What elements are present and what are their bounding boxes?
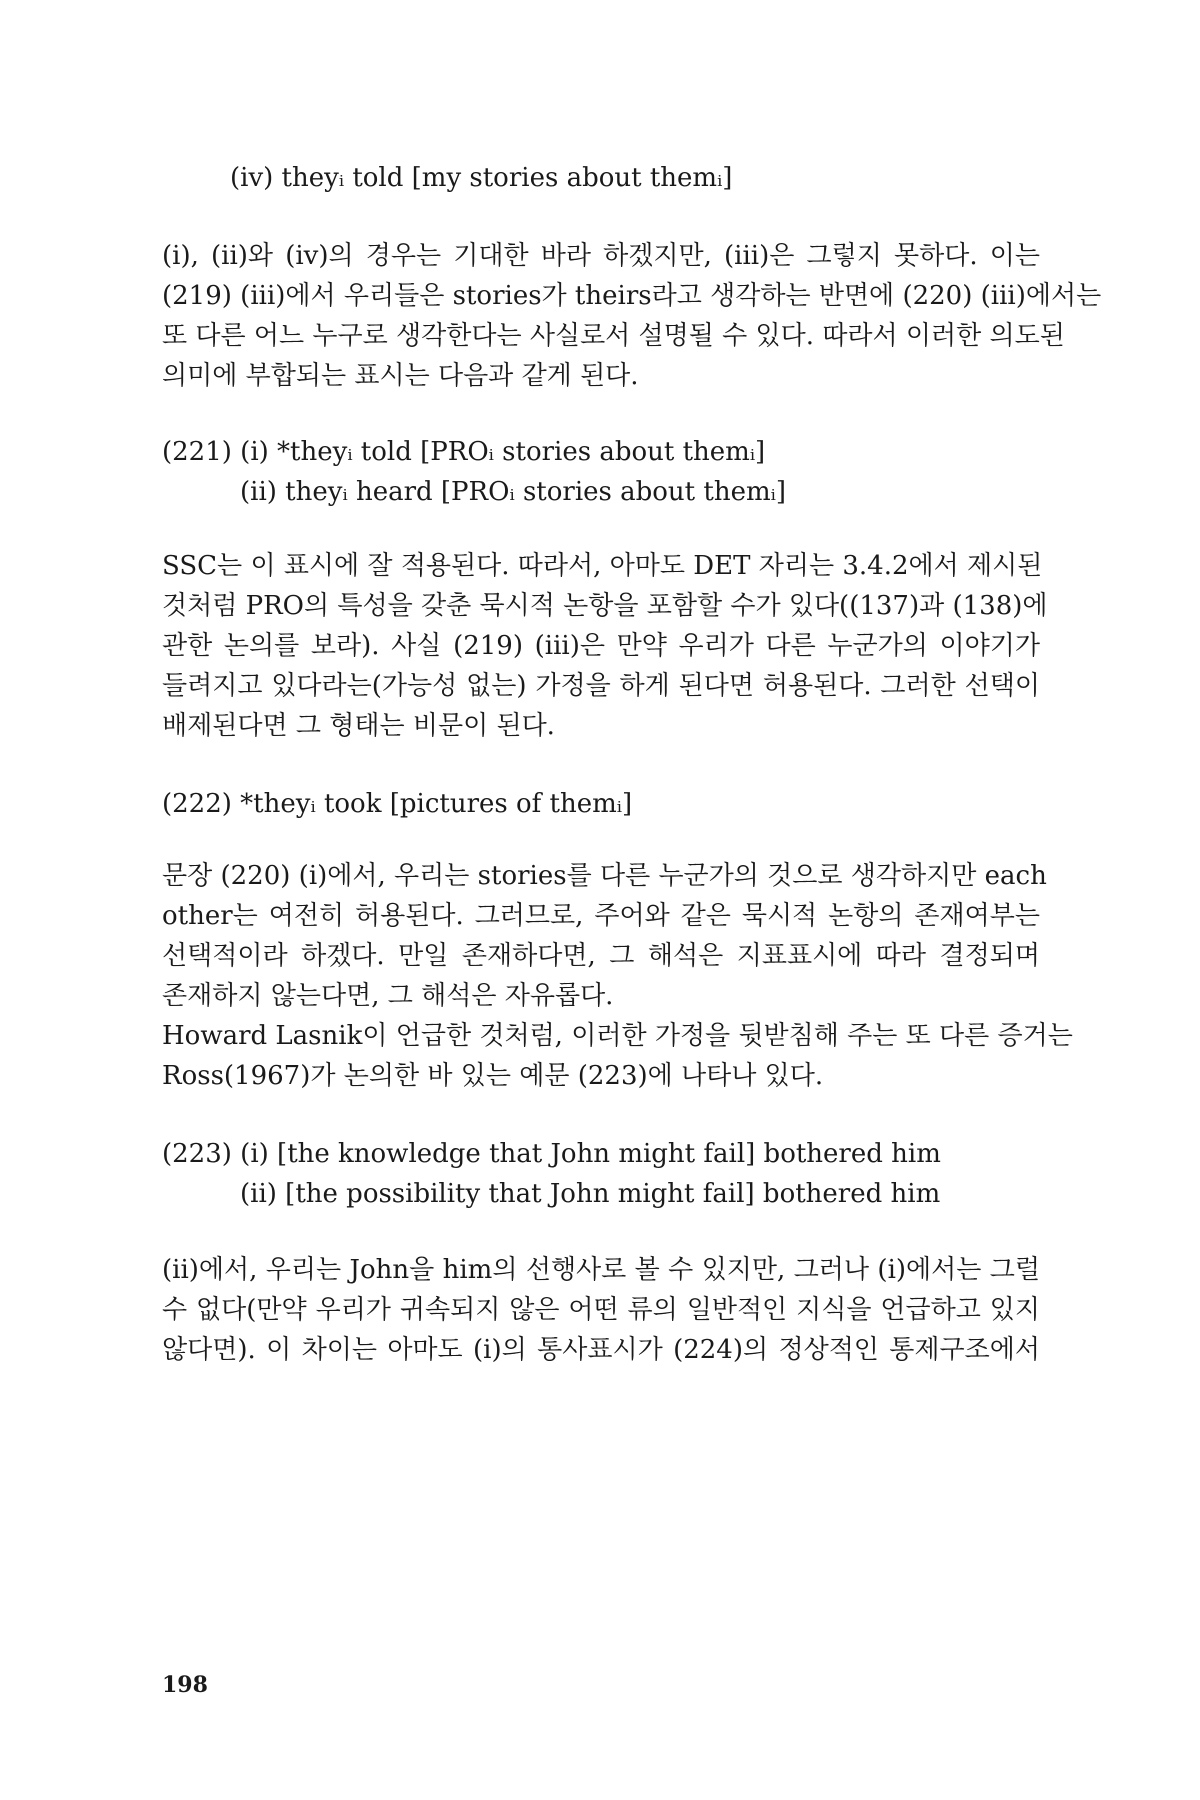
- paragraph-1-line-1: (i), (ii)와 (iv)의 경우는 기대한 바라 하겠지만, (iii)은 그렇지 못하다. 이는: [162, 241, 1040, 271]
- paragraph-3-line-1: 문장 (220) (i)에서, 우리는 stories를 다른 누군가의 것으로 생각하지만 each: [162, 861, 1047, 891]
- paragraph-3-line-2: other는 여전히 허용된다. 그러므로, 주어와 같은 묵시적 논항의 존재여부는: [162, 901, 1040, 931]
- example-221-ii: (ii) theyᵢ heard [PROᵢ stories about themᵢ]: [240, 477, 786, 507]
- paragraph-1-line-2: (219) (iii)에서 우리들은 stories가 theirs라고 생각하는 반면에 (220) (iii)에서는: [162, 281, 1102, 311]
- paragraph-2-line-1: SSC는 이 표시에 잘 적용된다. 따라서, 아마도 DET 자리는 3.4.2에서 제시된: [162, 551, 1043, 581]
- paragraph-5-line-3: 않다면). 이 차이는 아마도 (i)의 통사표시가 (224)의 정상적인 통제구조에서: [162, 1335, 1040, 1365]
- example-221-i: (221) (i) *theyᵢ told [PROᵢ stories about themᵢ]: [162, 437, 766, 467]
- paragraph-2-line-4: 들려지고 있다라는(가능성 없는) 가정을 하게 된다면 허용된다. 그러한 선택이: [162, 671, 1040, 701]
- paragraph-1-line-3: 또 다른 어느 누구로 생각한다는 사실로서 설명될 수 있다. 따라서 이러한 의도된: [162, 321, 1065, 351]
- example-iv: (iv) theyᵢ told [my stories about themᵢ]: [230, 163, 733, 193]
- paragraph-5-line-1: (ii)에서, 우리는 John을 him의 선행사로 볼 수 있지만, 그러나 (i)에서는 그럴: [162, 1255, 1040, 1285]
- paragraph-4-line-1: Howard Lasnik이 언급한 것처럼, 이러한 가정을 뒷받침해 주는 또 다른 증거는: [162, 1021, 1073, 1051]
- paragraph-3-line-3: 선택적이라 하겠다. 만일 존재하다면, 그 해석은 지표표시에 따라 결정되며: [162, 941, 1040, 971]
- paragraph-2-line-3: 관한 논의를 보라). 사실 (219) (iii)은 만약 우리가 다른 누군가의 이야기가: [162, 631, 1040, 661]
- example-223-i: (223) (i) [the knowledge that John might fail] bothered him: [162, 1139, 941, 1169]
- paragraph-2-line-5: 배제된다면 그 형태는 비문이 된다.: [162, 711, 555, 741]
- paragraph-4-line-2: Ross(1967)가 논의한 바 있는 예문 (223)에 나타나 있다.: [162, 1061, 824, 1091]
- paragraph-3-line-4: 존재하지 않는다면, 그 해석은 자유롭다.: [162, 981, 614, 1011]
- paragraph-1-line-4: 의미에 부합되는 표시는 다음과 같게 된다.: [162, 361, 639, 391]
- paragraph-5-line-2: 수 없다(만약 우리가 귀속되지 않은 어떤 류의 일반적인 지식을 언급하고 있지: [162, 1295, 1040, 1325]
- paragraph-2-line-2: 것처럼 PRO의 특성을 갖춘 묵시적 논항을 포함할 수가 있다((137)과 (138)에: [162, 591, 1048, 621]
- example-222: (222) *theyᵢ took [pictures of themᵢ]: [162, 789, 633, 819]
- example-223-ii: (ii) [the possibility that John might fail] bothered him: [240, 1179, 941, 1209]
- page-number: 198: [162, 1672, 208, 1698]
